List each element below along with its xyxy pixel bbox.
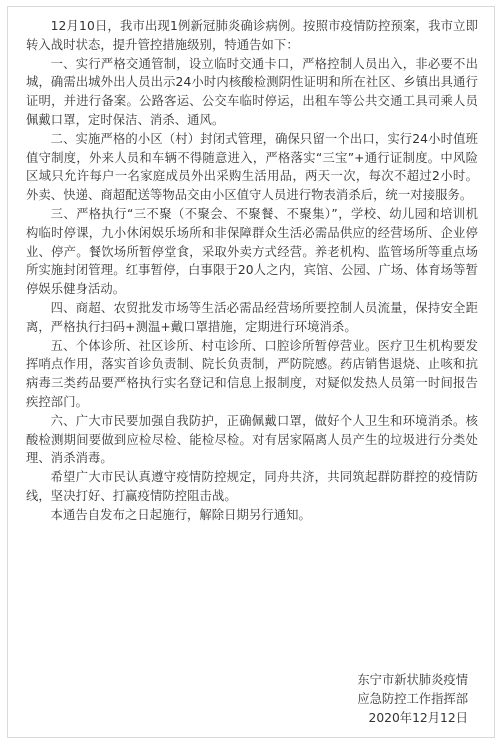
paragraph-traffic-control: 一、实行严格交通管制，设立临时交通卡口，严格控制人员出入，非必要不出城，确需出城外出人员出示24小时内核酸检测阴性证明和所在社区、乡镇出具通行证明，并进行备案。公路客运、公交车临时停运，出租车等公共交通工具司乘人员佩戴口罩，定时保洁、消杀、通风。 [26,56,478,127]
paragraph-markets: 四、商超、农贸批发市场等生活必需品经营场所要控制人员流量，保持安全距离，严格执行扫码+测温+戴口罩措施，定期进行环境消杀。 [26,300,478,334]
signature-date: 2020年12月12日 [368,710,468,725]
notice-document [7,6,495,738]
paragraph-self-protection: 六、广大市民要加强自我防护，正确佩戴口罩，做好个人卫生和环境消杀。核酸检测期间要做到应检尽检、能检尽检。对有居家隔离人员产生的垃圾进行分类处理、消杀消毒。 [26,413,478,466]
paragraph-no-gathering: 三、严格执行“三不聚（不聚会、不聚餐、不聚集）”，学校、幼儿园和培训机构临时停课，九小休闲娱乐场所和非保障群众生活必需品供应的经营场所、企业停业、停产。餐饮场所暂停堂食，采取外卖方式经营。养老机构、监管场所等重点场所实施封闭管理。红事暂停，白事限于20人之内，宾馆、公园、广场、体育场等暂停娱乐健身活动。 [26,206,478,297]
paragraph-community-lockdown: 二、实施严格的小区（村）封闭式管理，确保只留一个出口，实行24小时值班值守制度，外来人员和车辆不得随意进入，严格落实“三宝”+通行证制度。中风险区域只允许每户一名家庭成员外出采购生活用品，两天一次，每次不超过2小时。外卖、快递、商超配送等物品交由小区值守人员进行物表消杀后，统一对接服务。 [26,131,478,203]
notice-body [26,17,478,525]
paragraph-effective-date: 本通告自发布之日起施行，解除日期另行通知。 [50,507,311,522]
paragraph-clinics: 五、个体诊所、社区诊所、村屯诊所、口腔诊所暂停营业。医疗卫生机构要发挥哨点作用，落实首诊负责制、院长负责制，严防院感。药店销售退烧、止咳和抗病毒三类药品要严格执行实名登记和信息上报制度，对疑似发热人员第一时间报告疾控部门。 [26,338,478,409]
signature-org-line2: 应急防控工作指挥部 [357,691,468,706]
signature-block [268,671,468,727]
signature-org-line1: 东宁市新状肺炎疫情 [357,673,468,687]
intro-paragraph: 12月10日，我市出现1例新冠肺炎确诊病例。按照市疫情防控预案，我市立即转入战时状态，提升管控措施级别，特通告如下： [26,19,478,52]
paragraph-appeal: 希望广大市民认真遵守疫情防控规定，同舟共济，共同筑起群防群控的疫情防线，坚决打好、打赢疫情防控阻击战。 [26,470,478,503]
